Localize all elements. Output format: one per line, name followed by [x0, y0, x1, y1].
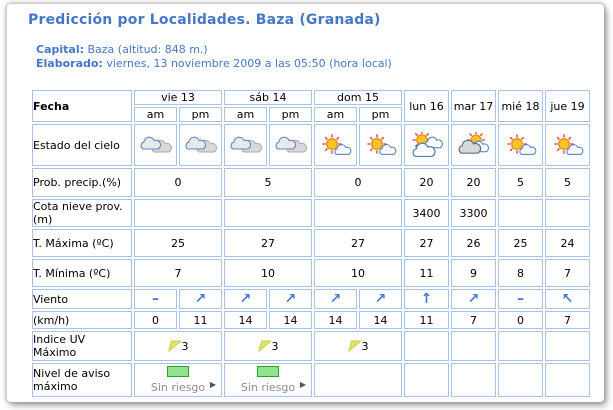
cloudy-icon [229, 133, 263, 157]
sky-cell [134, 124, 177, 166]
fecha-header: Fecha [32, 90, 132, 122]
location-info [36, 43, 392, 71]
wind-cell [359, 289, 402, 309]
sky-cell [545, 124, 590, 166]
wind-cell [545, 289, 590, 309]
snow-cell [224, 199, 312, 227]
tmax-cell: 27 [224, 229, 312, 257]
page-frame [7, 4, 604, 402]
uv-cell [134, 331, 222, 361]
sky-cell [269, 124, 312, 166]
snow-cell [498, 199, 543, 227]
sun-cloud-icon [551, 133, 585, 157]
warning-cell[interactable] [224, 363, 312, 397]
capital-label: Capital: [36, 43, 84, 56]
risk-level-icon [167, 366, 189, 377]
day-header-sab14: sáb 14 [224, 90, 312, 105]
row-precip-prob [32, 168, 590, 197]
tmax-cell: 27 [404, 229, 449, 257]
wind-arrow-icon: ↑ [420, 291, 433, 307]
day-header-dom15: dom 15 [314, 90, 402, 105]
sky-cell [224, 124, 267, 166]
wind-arrow-icon: ↗ [284, 291, 297, 307]
expand-arrow-icon[interactable]: ▶ [209, 380, 216, 389]
risk-label: Sin riesgo [240, 381, 296, 394]
row-snow-level [32, 199, 590, 227]
wind-speed-cell: 14 [314, 311, 357, 329]
sky-cell [314, 124, 357, 166]
capital-value: Baza (altitud: 848 m.) [84, 43, 208, 56]
snow-cell: 3400 [404, 199, 449, 227]
wind-arrow-icon: – [152, 291, 159, 307]
wind-speed-cell: 14 [269, 311, 312, 329]
sun-cloud-icon [504, 133, 538, 157]
row-uv-index [32, 331, 590, 361]
snow-cell [545, 199, 590, 227]
wind-arrow-icon: ↗ [374, 291, 387, 307]
uv-cell [404, 331, 449, 361]
subheader-pm: pm [179, 107, 222, 122]
row-wind-speed [32, 311, 590, 329]
sky-cell [498, 124, 543, 166]
tmax-cell: 25 [134, 229, 222, 257]
cloudy-icon [184, 133, 218, 157]
page-title: Predicción por Localidades. Baza (Granada) [28, 12, 381, 28]
uv-cell [314, 331, 402, 361]
prob-cell: 5 [224, 168, 312, 197]
row-label-uv: Indice UV Máximo [32, 331, 132, 361]
row-label-prob: Prob. precip.(%) [32, 168, 132, 197]
wind-speed-cell: 7 [451, 311, 496, 329]
tmin-cell: 7 [134, 259, 222, 287]
row-temp-min [32, 259, 590, 287]
prob-cell: 5 [545, 168, 590, 197]
wind-arrow-icon: – [517, 291, 524, 307]
tmax-cell: 27 [314, 229, 402, 257]
row-wind-dir [32, 289, 590, 309]
day-header-vie13: vie 13 [134, 90, 222, 105]
wind-cell [134, 289, 177, 309]
wind-speed-cell: 7 [545, 311, 590, 329]
day-header-jue19: jue 19 [545, 90, 590, 122]
row-label-viento: Viento [32, 289, 132, 309]
wind-speed-cell: 11 [404, 311, 449, 329]
wind-cell [224, 289, 267, 309]
uv-value: 3 [181, 339, 189, 353]
sun-cloud-icon [364, 133, 398, 157]
tmin-cell: 11 [404, 259, 449, 287]
wind-cell [451, 289, 496, 309]
risk-level-icon [257, 366, 279, 377]
tmax-cell: 25 [498, 229, 543, 257]
warning-cell [545, 363, 590, 397]
wind-cell [498, 289, 543, 309]
day-header-mie18: mié 18 [498, 90, 543, 122]
wind-arrow-icon: ↗ [329, 291, 342, 307]
elaborado-label: Elaborado: [36, 57, 103, 70]
wind-arrow-icon: ↗ [239, 291, 252, 307]
elaborado-value: viernes, 13 noviembre 2009 a las 05:50 (hora local) [102, 57, 392, 70]
tmin-cell: 10 [314, 259, 402, 287]
sky-cell [404, 124, 449, 166]
sky-cell [359, 124, 402, 166]
cloudy-icon [274, 133, 308, 157]
subheader-am: am [314, 107, 357, 122]
risk-label: Sin riesgo [150, 381, 206, 394]
warning-cell [451, 363, 496, 397]
wind-cell [314, 289, 357, 309]
cloud-sun-icon [457, 132, 491, 158]
uv-value: 3 [271, 339, 279, 353]
row-label-cota: Cota nieve prov.(m) [32, 199, 132, 227]
sun-clouds-icon [410, 132, 444, 158]
warning-cell[interactable] [134, 363, 222, 397]
row-warning-level [32, 363, 590, 397]
sky-cell [179, 124, 222, 166]
row-temp-max [32, 229, 590, 257]
wind-arrow-icon: ↗ [467, 291, 480, 307]
elaborado-line [36, 57, 392, 71]
subheader-pm: pm [359, 107, 402, 122]
row-label-tmin: T. Mínima (ºC) [32, 259, 132, 287]
forecast-table [30, 88, 592, 399]
uv-flag-icon [258, 340, 271, 352]
wind-speed-cell: 11 [179, 311, 222, 329]
tmin-cell: 10 [224, 259, 312, 287]
wind-speed-cell: 0 [498, 311, 543, 329]
subheader-am: am [134, 107, 177, 122]
row-label-kmh: (km/h) [32, 311, 132, 329]
day-header-lun16: lun 16 [404, 90, 449, 122]
subheader-am: am [224, 107, 267, 122]
wind-speed-cell: 14 [224, 311, 267, 329]
warning-cell [498, 363, 543, 397]
uv-cell [224, 331, 312, 361]
uv-flag-icon [168, 340, 181, 352]
expand-arrow-icon[interactable]: ▶ [299, 380, 306, 389]
row-label-tmax: T. Máxima (ºC) [32, 229, 132, 257]
uv-cell [545, 331, 590, 361]
snow-cell [314, 199, 402, 227]
sky-cell [451, 124, 496, 166]
tmin-cell: 9 [451, 259, 496, 287]
uv-flag-icon [348, 340, 361, 352]
cloudy-icon [139, 133, 173, 157]
tmax-cell: 26 [451, 229, 496, 257]
uv-cell [451, 331, 496, 361]
day-header-mar17: mar 17 [451, 90, 496, 122]
capital-line [36, 43, 392, 57]
prob-cell: 20 [451, 168, 496, 197]
warning-cell [404, 363, 449, 397]
row-label-estado: Estado del cielo [32, 124, 132, 166]
sun-cloud-icon [319, 133, 353, 157]
subheader-pm: pm [269, 107, 312, 122]
prob-cell: 0 [134, 168, 222, 197]
wind-arrow-icon: ↗ [194, 291, 207, 307]
wind-cell [404, 289, 449, 309]
uv-cell [498, 331, 543, 361]
warning-cell [314, 363, 402, 397]
prob-cell: 0 [314, 168, 402, 197]
snow-cell: 3300 [451, 199, 496, 227]
wind-speed-cell: 14 [359, 311, 402, 329]
tmin-cell: 7 [545, 259, 590, 287]
row-label-aviso: Nivel de aviso máximo [32, 363, 132, 397]
wind-arrow-icon: ↖ [561, 291, 574, 307]
wind-cell [269, 289, 312, 309]
wind-cell [179, 289, 222, 309]
uv-value: 3 [361, 339, 369, 353]
tmin-cell: 8 [498, 259, 543, 287]
tmax-cell: 24 [545, 229, 590, 257]
prob-cell: 20 [404, 168, 449, 197]
row-sky [32, 124, 590, 166]
prob-cell: 5 [498, 168, 543, 197]
snow-cell [134, 199, 222, 227]
wind-speed-cell: 0 [134, 311, 177, 329]
